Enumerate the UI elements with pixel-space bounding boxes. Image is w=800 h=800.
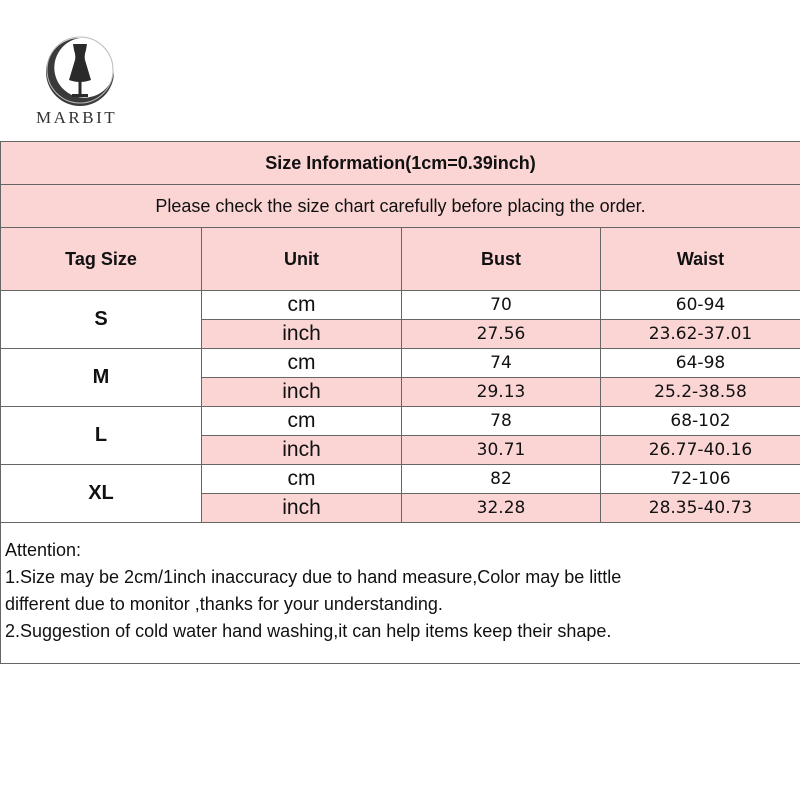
waist-cell: 68-102 [601,407,800,436]
unit-cell: cm [202,291,402,320]
notes-line: different due to monitor ,thanks for your understanding. [5,594,443,614]
unit-cell: cm [202,349,402,378]
notes-line: 1.Size may be 2cm/1inch inaccuracy due to hand measure,Color may be little [5,567,622,587]
size-tag: XL [1,465,202,523]
size-tag: M [1,349,202,407]
brand-logo [30,36,130,136]
header-bust: Bust [402,228,601,291]
header-tag-size: Tag Size [1,228,202,291]
table-row [1,407,800,436]
size-tag: S [1,291,202,349]
bust-cell: 29.13 [402,378,601,407]
notes-line: 2.Suggestion of cold water hand washing,it can help items keep their shape. [5,621,612,641]
waist-cell: 72-106 [601,465,800,494]
bust-cell: 82 [402,465,601,494]
table-title: Size Information(1cm=0.39inch) [1,142,800,185]
table-row [1,291,800,320]
unit-cell: inch [202,320,402,349]
unit-cell: cm [202,465,402,494]
size-chart-table [0,141,800,664]
bust-cell: 30.71 [402,436,601,465]
waist-cell: 23.62-37.01 [601,320,800,349]
unit-cell: cm [202,407,402,436]
dress-moon-logo-icon [42,36,118,106]
waist-cell: 26.77-40.16 [601,436,800,465]
unit-cell: inch [202,494,402,523]
bust-cell: 32.28 [402,494,601,523]
brand-name: MARBIT [36,108,118,127]
bust-cell: 78 [402,407,601,436]
notes-heading: Attention: [5,540,82,560]
attention-notes [1,523,800,664]
bust-cell: 74 [402,349,601,378]
waist-cell: 25.2-38.58 [601,378,800,407]
size-tag: L [1,407,202,465]
waist-cell: 28.35-40.73 [601,494,800,523]
waist-cell: 60-94 [601,291,800,320]
unit-cell: inch [202,378,402,407]
table-row [1,349,800,378]
bust-cell: 27.56 [402,320,601,349]
bust-cell: 70 [402,291,601,320]
header-waist: Waist [601,228,800,291]
waist-cell: 64-98 [601,349,800,378]
table-row [1,465,800,494]
header-unit: Unit [202,228,402,291]
table-subtitle: Please check the size chart carefully before placing the order. [1,185,800,228]
unit-cell: inch [202,436,402,465]
